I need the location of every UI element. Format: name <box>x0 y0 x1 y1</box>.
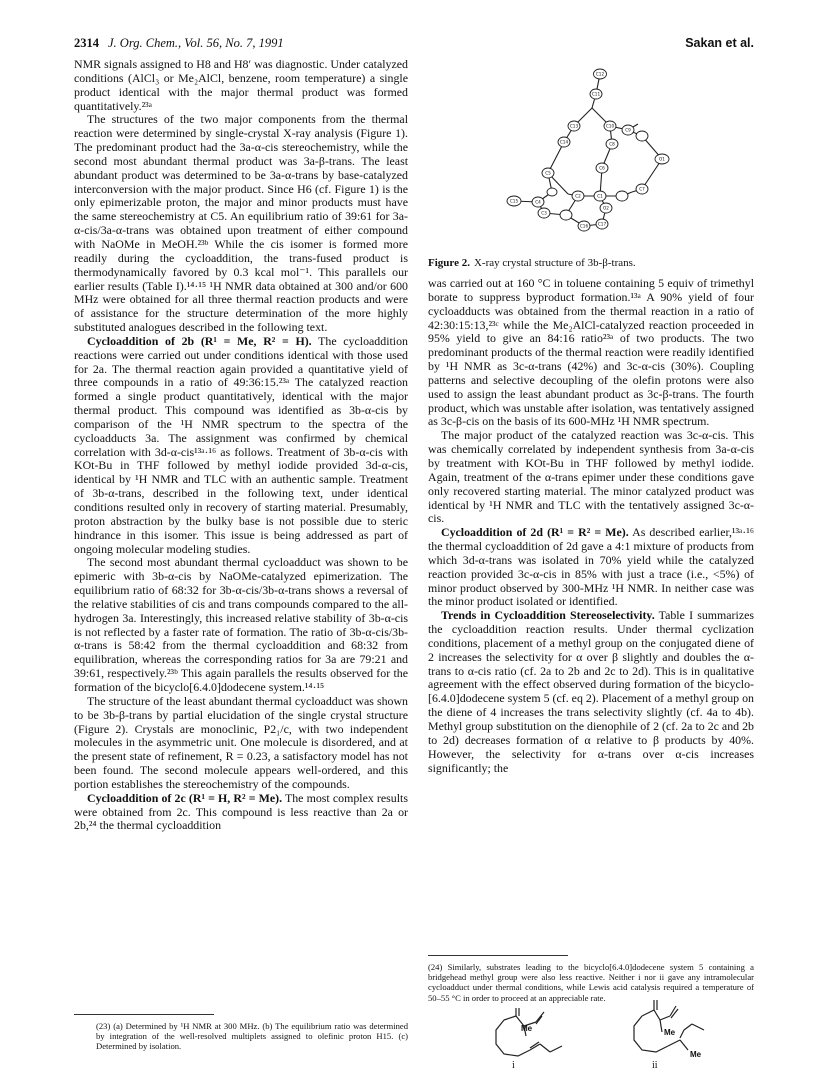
atom-label: O1 <box>659 156 665 162</box>
right-paragraph-with-heading <box>428 526 754 609</box>
figure-caption-text: X-ray crystal structure of 3b-β-trans. <box>473 257 636 269</box>
atom-label: C12 <box>595 71 605 77</box>
page-number: 2314 <box>74 36 99 50</box>
atom-label: C13 <box>569 123 579 129</box>
crystal-structure-figure <box>424 56 744 256</box>
page-header <box>74 36 754 54</box>
atom-label: C9 <box>625 127 631 133</box>
left-paragraph-with-heading <box>74 792 408 834</box>
section-heading-2b: Cycloaddition of 2b (R¹ = Me, R² = H). <box>87 333 312 348</box>
structure-ii-label: ii <box>652 1060 658 1071</box>
left-paragraph: The structures of the two major components from the thermal reaction were determined by single-crystal X-ray analysis (Figure 1). The predominant product had the 3a-α-cis stereochemistry, while the second most abundant thermal product was 3a-β-trans. The least abundant product was determined to be 3a-α-trans by base-catalyzed interconversion with the major product. Since H6 (cf. Figure 1) is the only epimerizable proton, the major and minor products must have the same stereochemistry at C5. An equilibrium ratio of 39:61 for 3a-α-cis/3a-α-trans was obtained upon treatment of either compound with NaOMe in MeOH.²³ᵇ While the cis isomer is formed more readily during the cycloaddition, the trans-fused product is thermodynamically favored by 0.3 kcal mol⁻¹. This parallels our earlier results (Table I).¹⁴·¹⁵ ¹H NMR data obtained at 300 and/or 600 MHz were obtained for all three thermal reaction products and were of assistance for the structure determination of the more highly substituted analogues described in the following text. <box>74 112 408 335</box>
right-paragraph-text: Table I summarizes the cycloaddition reaction results. Under thermal cyclization conditions, placement of a methyl group on the conjugated diene of 2 increases the selectivity for α over β slightly and doubles the α-trans to α-cis ratio (cf. 2a to 2b and 2c to 2d). This is in qualitative agreement with the effect observed during formation of the bicyclo-[6.4.0]dodecene system 5 (cf. eq 2). Placement of a methyl group on the diene of 4 increases the trans selectivity slightly (cf. 4a to 4b). Methyl group substitution on the dienophile of 2 (cf. 2a to 2c and 2b to 2d) decreases formation of α relative to β products by 40%. However, the selectivity for α-trans over α-cis increases significantly; the <box>428 608 754 775</box>
left-paragraph-with-heading <box>74 335 408 557</box>
atom-label: C10 <box>605 123 615 129</box>
left-paragraph-text: The cycloaddition reactions were carried out under conditions identical with those used for 2a. The thermal reaction again provided a quantitative yield of three compounds in a ratio of 49:36:15.²³ᵃ The catalyzed reaction formed a single product quantitatively, identical with the major thermal product. This compound was identified as 3b-α-cis by comparison of the ¹H NMR spectrum to the spectra of the cycloadducts 3a. The assignment was confirmed by chemical correlation with 3d-α-cis¹³ᵃ·¹⁶ as follows. Treatment of 3b-α-cis with KOt-Bu in THF followed by methyl iodide provided 3d-α-cis, identical by ¹H NMR and TLC with an authentic sample. Treatment of 3b-α-trans, described in the following text, under identical conditions resulted only in recovery of starting material. Presumably, proton abstraction by the bulky base is not possible due to steric hindrance in this isomer. This issue is being addressed as part of ongoing molecular modeling studies. <box>74 333 408 556</box>
journal-citation: J. Org. Chem., Vol. 56, No. 7, 1991 <box>108 36 284 50</box>
methyl-label: Me <box>521 1024 533 1033</box>
atom-label: C16 <box>579 223 589 229</box>
left-column <box>74 58 408 833</box>
section-heading-2c: Cycloaddition of 2c (R¹ = H, R² = Me). <box>87 790 283 805</box>
atom-label: C17 <box>597 221 607 227</box>
left-paragraph: The second most abundant thermal cycloadduct was shown to be epimeric with 3b-α-cis by NaOMe-catalyzed epimerization. The equilibrium ratio of 68:32 for 3b-α-cis/3b-α-trans shows a reversal of the relative stabilities of cis and trans compounds compared to the all-hydrogen 3a. Interestingly, this increased relative stability of 3b-α-cis is not reflected by a faster rate of formation. The ratio of 3b-α-cis/3b-α-trans is 58:42 from the thermal cycloaddition and 68:32 from equilibration, whereas the corresponding ratios for 3a are 79:21 and 39:61, respectively.²³ᵇ This again parallels the results observed for the formation of the bicyclo[6.4.0]dodecene system.¹⁴·¹⁵ <box>74 555 408 694</box>
atom-label: C6 <box>599 165 605 171</box>
section-heading-trends: Trends in Cycloaddition Stereoselectivity. <box>441 608 655 623</box>
atom-label: C5 <box>545 170 551 176</box>
right-paragraph-text: As described earlier,¹³ᵃ·¹⁶ the thermal cycloaddition of 2d gave a 4:1 mixture of products from which 3d-α-trans was isolated in 70% yield while the catalyzed reaction provided 3c-α-cis in 85% with just a trace (i.e., <5%) of minor product observed by 300-MHz ¹H NMR. In neither case was the minor product isolated or identified. <box>428 525 754 609</box>
right-paragraph: was carried out at 160 °C in toluene containing 5 equiv of trimethyl borate to suppress byproduct formation.¹³ᵃ A 90% yield of four cycloadducts was obtained from the thermal reaction in a ratio of 42:30:15:13,²³ᶜ while the Me₂AlCl-catalyzed reaction proceeded in 95% yield to give an 84:16 ratio²³ᵃ of two products. The two predominant products of the thermal reaction were readily identified by ¹H NMR as 3c-α-trans (42%) and 3c-α-cis (30%). Coupling patterns and selective decoupling of the olefin protons were also used to assign the least abundant product as 3c-β-trans. The fourth product, which was unstable after isolation, was tentatively assigned as 3c-β-cis on the basis of its 600-MHz ¹H NMR spectrum. <box>428 276 754 429</box>
atom-label: C4 <box>535 199 541 205</box>
atom-label: C14 <box>559 139 569 145</box>
section-heading-2d: Cycloaddition of 2d (R¹ = R² = Me). <box>441 525 629 540</box>
right-paragraph: The major product of the catalyzed reaction was 3c-α-cis. This was chemically correlated by independent synthesis from 3a-α-cis by treatment with KOt-Bu in THF followed by methyl iodide. Again, treatment of the α-trans epimer under these conditions gave only recovered starting material. The minor catalyzed product was identical by ¹H NMR and TLC with the tentatively assigned 3c-α-cis. <box>428 428 754 526</box>
figure-caption-label: Figure 2. <box>428 257 470 269</box>
left-paragraph: The structure of the least abundant thermal cycloadduct was shown to be 3b-β-trans by partial elucidation of the single crystal structure (Figure 2). Crystals are monoclinic, P2₁/c, with two independent molecules in the asymmetric unit. One molecule is disordered, and at the present state of refinement, R = 0.23, a satisfactory model has not been found. The second molecule appears well-ordered, and this portion establishes the stereochemistry of the compounds. <box>74 693 408 791</box>
left-paragraph-text: The most complex results were obtained from 2c. This compound is less reactive than 2a or 2b,²⁴ the thermal cycloaddition <box>74 790 408 833</box>
atom-label: C1 <box>597 193 603 199</box>
atom-label: C11 <box>591 91 601 97</box>
atom-label: C3 <box>541 210 547 216</box>
atom-label: C2 <box>575 193 581 199</box>
atom-label: C8 <box>609 141 615 147</box>
atom-label: O2 <box>603 205 609 211</box>
footnote-23: (23) (a) Determined by ¹H NMR at 300 MHz. (b) The equilibrium ratio was determined by integration of the well-resolved multiplets assigned to olefinic proton H15. (c) Determined by isolation. <box>96 1021 408 1052</box>
atoms <box>507 69 669 231</box>
structure-i-label: i <box>512 1060 515 1071</box>
footnote-rule <box>74 1014 214 1015</box>
crystal-structure-drawing <box>424 56 744 256</box>
left-paragraph: NMR signals assigned to H8 and H8′ was diagnostic. Under catalyzed conditions (AlCl₃ or Me₂AlCl, benzene, room temperature) a single product identical with the major thermal product was formed quantitatively.²³ᵃ <box>74 57 408 113</box>
atom-label: C7 <box>639 186 645 192</box>
footnote-24: (24) Similarly, substrates leading to the bicyclo[6.4.0]dodecene system 5 containing a bridgehead methyl group were also less reactive. Neither i nor ii gave any intramolecular cycloadduct under thermal conditions, while Lewis acid catalysis required a temperature of 50–55 °C in order to proceed at an appreciable rate. <box>428 962 754 1003</box>
structure-i <box>490 1008 565 1060</box>
methyl-label: Me <box>664 1028 676 1037</box>
atom-label: C15 <box>509 198 519 204</box>
right-paragraph-with-heading <box>428 609 754 775</box>
figure-caption <box>428 257 754 269</box>
right-column <box>428 277 754 775</box>
methyl-label: Me <box>690 1050 702 1059</box>
footnote-rule <box>428 955 568 956</box>
running-authors: Sakan et al. <box>685 36 754 50</box>
